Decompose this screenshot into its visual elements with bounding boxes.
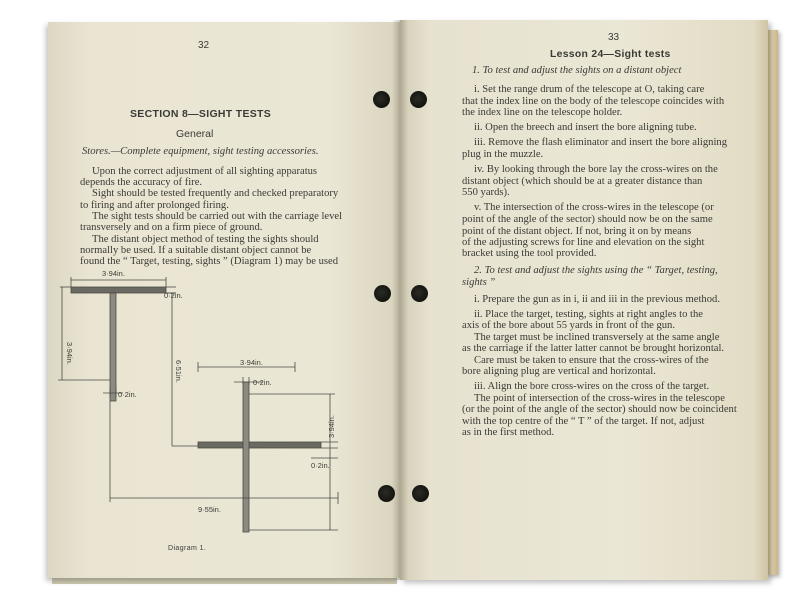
- section2-line: with the top centre of the “ T ” of the target. If not, adjust: [462, 416, 705, 427]
- target-diagram: [48, 22, 400, 578]
- body-line: depends the accuracy of fire.: [80, 177, 203, 188]
- left-page: [48, 22, 400, 578]
- dim-label-right-thickness: 0·2in.: [311, 461, 330, 470]
- body-line: transversely and on a firm piece of ground.: [80, 222, 263, 233]
- punch-hole: [373, 91, 390, 108]
- dim-label-right-height: 3·94in.: [327, 415, 336, 438]
- body-line: Sight should be tested frequently and checked preparatory: [92, 188, 339, 199]
- body-line: Upon the correct adjustment of all sighting apparatus: [92, 166, 318, 177]
- section2-line: The point of intersection of the cross-wires in the telescope: [474, 393, 725, 404]
- section1-line: v. The intersection of the cross-wires in the telescope (or: [474, 202, 714, 213]
- section2-line: bore aligning plug are vertical and horizontal.: [462, 366, 656, 377]
- punch-hole: [412, 485, 429, 502]
- diagram-caption: Diagram 1.: [168, 545, 207, 552]
- section2-line: iii. Align the bore cross-wires on the cross of the target.: [474, 381, 710, 392]
- body-line: The sight tests should be carried out with the carriage level: [92, 211, 343, 222]
- page-edges-bottom: [52, 578, 397, 584]
- punch-hole: [411, 285, 428, 302]
- dim-label-second-stem: 0·2in.: [253, 378, 272, 387]
- body-line: The distant object method of testing the sights should: [92, 234, 319, 245]
- section2-title-cont: sights ”: [462, 277, 496, 288]
- section1-line: 550 yards).: [462, 187, 510, 198]
- section2-title: 2. To test and adjust the sights using the “ Target, testing,: [474, 265, 718, 276]
- dim-label-bottom-width: 9·55in.: [198, 505, 221, 514]
- section2-line: as in the first method.: [462, 427, 555, 438]
- section-title: SECTION 8—SIGHT TESTS: [130, 108, 272, 120]
- dim-label-stem-width: 0·2in.: [118, 390, 137, 399]
- section1-line: plug in the muzzle.: [462, 149, 544, 160]
- dim-label-left-height: 3·94in.: [65, 342, 74, 365]
- right-page-number: 33: [608, 32, 620, 43]
- section1-line: point of the distant object. If not, bring it on by means: [462, 226, 692, 237]
- dim-label-top-thickness: 0·2in.: [164, 291, 183, 300]
- dim-label-middle-height: 6·51in.: [174, 360, 183, 383]
- section1-line: that the index line on the body of the telescope coincides with: [462, 96, 725, 107]
- body-line: found the “ Target, testing, sights ” (Diagram 1) may be used: [80, 256, 339, 267]
- dim-label-second-width: 3·94in.: [240, 358, 263, 367]
- section1-line: iv. By looking through the bore lay the cross-wires on the: [474, 164, 718, 175]
- punch-hole: [378, 485, 395, 502]
- section2-line: axis of the bore about 55 yards in front of the gun.: [462, 320, 676, 331]
- section2-line: as the carriage if the latter latter cannot be brought horizontal.: [462, 343, 725, 354]
- section-subtitle: General: [176, 128, 214, 140]
- punch-hole: [410, 91, 427, 108]
- body-line: normally be used. If a suitable distant object cannot be: [80, 245, 312, 256]
- section1-title: 1. To test and adjust the sights on a distant object: [472, 65, 682, 76]
- stores-line: Stores.—Complete equipment, sight testing accessories.: [82, 146, 319, 157]
- section1-line: distant object (which should be at a greater distance than: [462, 176, 703, 187]
- section1-line: iii. Remove the flash eliminator and insert the bore aligning: [474, 137, 728, 148]
- section2-line: The target must be inclined transversely at the same angle: [474, 332, 720, 343]
- section1-line: bracket using the tool provided.: [462, 248, 597, 259]
- section2-line: (or the point of the angle of the sector) should now be coincident: [462, 404, 737, 415]
- section1-line: of the adjusting screws for line and elevation on the sight: [462, 237, 705, 248]
- section2-line: ii. Place the target, testing, sights at right angles to the: [474, 309, 703, 320]
- section1-line: the index line on the telescope holder.: [462, 107, 623, 118]
- right-page: [400, 20, 768, 580]
- left-page-number: 32: [198, 40, 210, 51]
- body-line: to firing and after prolonged firing.: [80, 200, 229, 211]
- lesson-title: Lesson 24—Sight tests: [550, 49, 671, 60]
- dim-label-top-width: 3·94in.: [102, 269, 125, 278]
- section1-line: ii. Open the breech and insert the bore aligning tube.: [474, 122, 697, 133]
- section1-line: point of the angle of the sector) should now be on the same: [462, 214, 713, 225]
- section2-line: i. Prepare the gun as in i, ii and iii in the previous method.: [474, 294, 720, 305]
- punch-hole: [374, 285, 391, 302]
- section1-line: i. Set the range drum of the telescope at O, taking care: [474, 84, 705, 95]
- section2-line: Care must be taken to ensure that the cross-wires of the: [474, 355, 709, 366]
